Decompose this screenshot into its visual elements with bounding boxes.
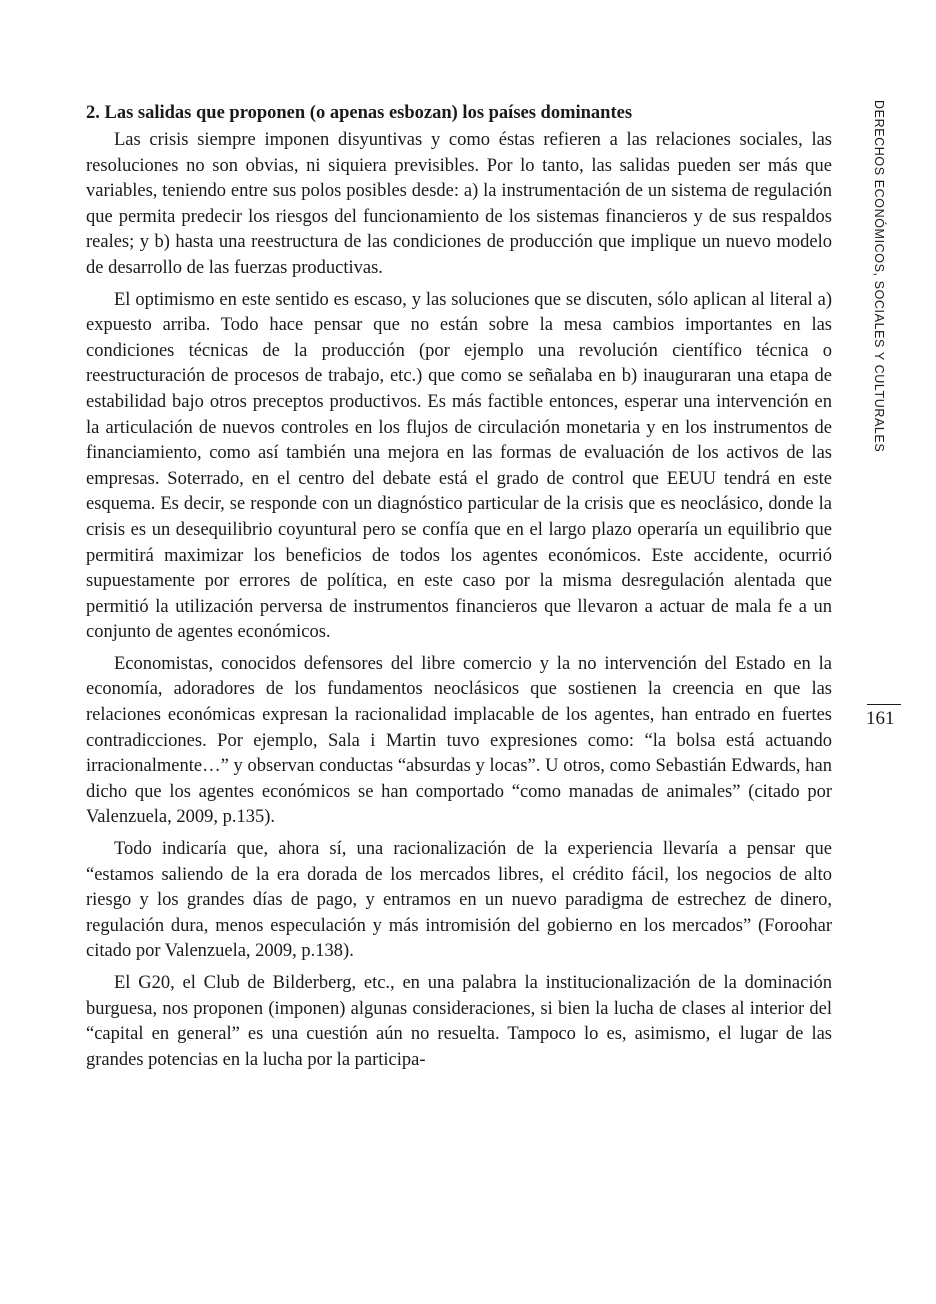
page-body [86,100,832,1079]
page-number: 161 [866,708,895,729]
paragraph: Las crisis siempre imponen disyuntivas y como éstas refieren a las relaciones sociales, las resoluciones no son obvias, ni siquiera previsibles. Por lo tanto, las salidas pueden ser más que variables, teniendo entre sus polos posibles desde: a) la instrumentación de un sistema de regulación que permita predecir los riesgos del funcionamiento de los sistemas financieros y de sus respaldos reales; y b) hasta una reestructura de las condiciones de producción que implique un nuevo modelo de desarrollo de las fuerzas productivas. [86,130,832,278]
paragraph: Todo indicaría que, ahora sí, una racionalización de la experiencia llevaría a pensar que “estamos saliendo de la era dorada de los mercados libres, el crédito fácil, los negocios de alto riesgo y los grandes días de pago, y entramos en un nuevo paradigma de estrechez de dinero, regulación dura, menos especulación y más intromisión del gobierno en los mercados” (Foroohar citado por Valenzuela, 2009, p.138). [86,839,832,962]
paragraph: El G20, el Club de Bilderberg, etc., en una palabra la institucionalización de la dominación burguesa, nos proponen (imponen) algunas consideraciones, si bien la lucha de clases al interior del “capital en general” es una cuestión aún no resuelta. Tampoco lo es, asimismo, el lugar de las grandes potencias en la lucha por la participa- [86,973,832,1070]
paragraph: El optimismo en este sentido es escaso, y las soluciones que se discuten, sólo aplican al literal a) expuesto arriba. Todo hace pensar que no están sobre la mesa cambios importantes en las condiciones técnicas de la producción (por ejemplo una revolución científico técnica o reestructuración de procesos de trabajo, etc.) que como se señalaba en b) inauguraran una etapa de estabilidad bajo otros preceptos productivos. Es más factible entonces, esperar una intervención en la articulación de nuevos controles en los flujos de circulación monetaria y en los instrumentos de financiamiento, como así también una mejora en las formas de evaluación de los activos de las empresas. Soterrado, en el centro del debate está el grado de control que EEUU tendrá en este esquema. Es decir, se responde con un diagnóstico particular de la crisis que es neoclásico, donde la crisis es un desequilibrio coyuntural pero se confía que en el largo plazo operaría un equilibrio que permitirá maximizar los beneficios de todos los agentes económicos. Este accidente, ocurrió supuestamente por errores de política, en este caso por la misma desregulación alentada que permitió la utilización perversa de instrumentos financieros que llevaron a actuar de mala fe a un conjunto de agentes económicos. [86,289,832,643]
section-heading: 2. Las salidas que proponen (o apenas esbozan) los países dominantes [86,103,633,123]
paragraph: Economistas, conocidos defensores del libre comercio y la no intervención del Estado en la economía, adoradores de los fundamentos neoclásicos que sostienen la creencia en que las relaciones económicas expresan la racionalidad implacable de los agentes, han entrado en fuertes contradicciones. Por ejemplo, Sala i Martin tuvo expresiones como: “la bolsa está actuando irracionalmente…” y observan conductas “absurdas y locas”. U otros, como Sebastián Edwards, han dicho que los agentes económicos se han comportado “como manadas de animales” (citado por Valenzuela, 2009, p.135). [86,653,832,828]
folio-rule [867,704,901,705]
running-side-title: DERECHOS ECONÓMICOS, SOCIALES Y CULTURALES [872,100,886,453]
